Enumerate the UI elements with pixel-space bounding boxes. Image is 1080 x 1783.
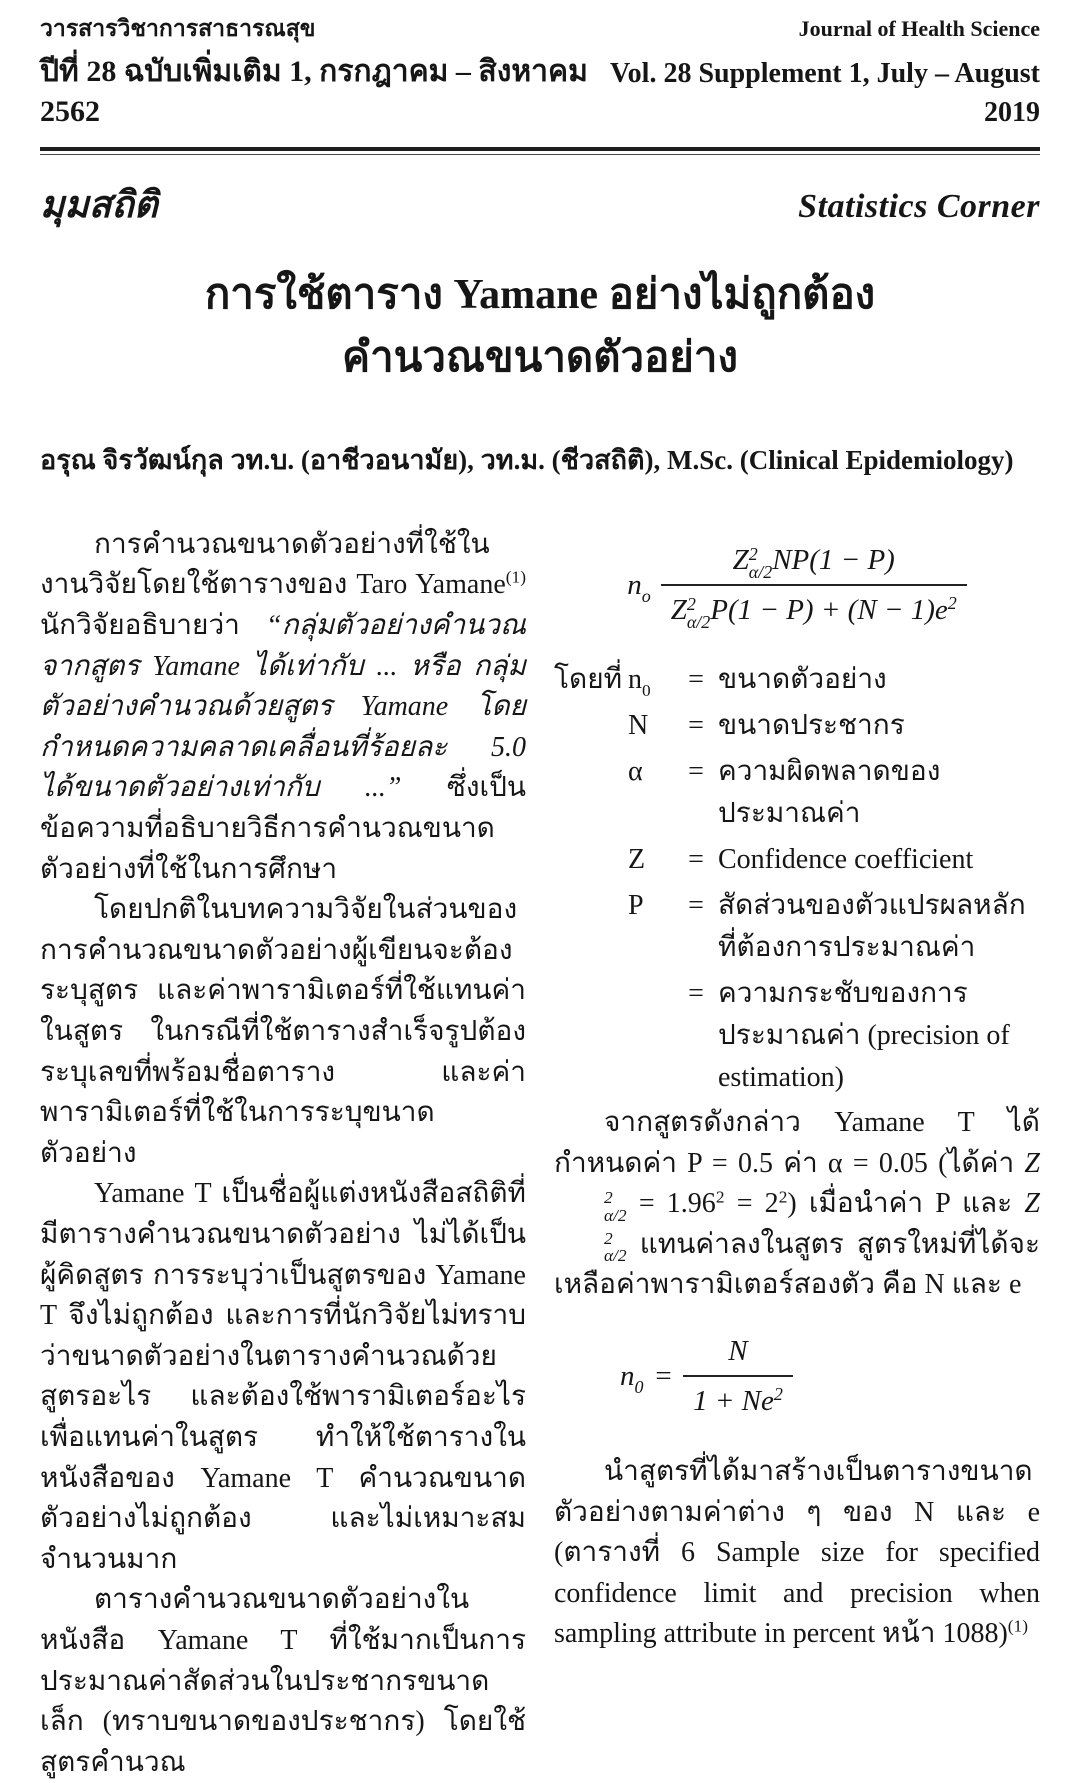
fraction [683, 1330, 793, 1422]
definition-row-alpha [554, 751, 1040, 835]
section-name-thai: มุมสถิติ [40, 183, 158, 225]
header-divider [40, 147, 1040, 155]
journal-name-thai: วารสารวิชาการสาธารณสุข [40, 16, 316, 41]
exponent: 2 [715, 1187, 725, 1207]
paragraph-reporting-practice [40, 890, 526, 1174]
definition-row-n0 [554, 659, 1040, 701]
equals-sign: = [688, 889, 704, 921]
paragraph-text: = 1.96 [626, 1188, 716, 1220]
fraction-denominator: Z 2 α/2 $P(1 - P) + (N - 1)e^2$ [670, 593, 957, 632]
exponent: 2 [773, 1384, 783, 1405]
reference-superscript: (1) [505, 568, 526, 588]
inline-z-alpha: Z 2 α/2 [604, 1188, 1040, 1266]
paragraph-text: = 2 [724, 1188, 779, 1220]
definition-text: สัดส่วนของตัวแปรผลหลักที่ต้องการประมาณค่า [718, 889, 1026, 963]
formula-sample-size-simplified [620, 1330, 1040, 1422]
definition-row-e [554, 973, 1040, 1099]
equals-sign: = [688, 663, 704, 695]
issue-info-thai: ปีที่ 28 ฉบับเพิ่มเติม 1, กรกฎาคม – สิงหาคม 2562 [40, 54, 588, 129]
paragraph-text: โดยปกติในบทความวิจัยในส่วนของการคำนวณขนาดตัวอย่างผู้เขียนจะต้องระบุสูตร และค่าพารามิเตอร์ที่ใช้แทนค่าในสูตร ในกรณีที่ใช้ตารางสำเร็จรูปต้องระบุเลขที่พร้อมชื่อตาราง และค่าพารามิเตอร์ที่ใช้ในการระบุขนาดตัวอย่าง [40, 894, 526, 1169]
definition-row-Z [554, 839, 1040, 881]
exponent: 2 [778, 1187, 788, 1207]
paragraph-text: การคำนวณขนาดตัวอย่างที่ใช้ในงานวิจัยโดยใช้ตารางของ Taro Yamane [40, 528, 506, 601]
fraction-numerator: Z 2 α/2 NP(1 − P) [661, 539, 967, 586]
definition-row-P [554, 885, 1040, 969]
paragraph-text: ) เมื่อนำค่า P และ [787, 1188, 1025, 1220]
article-title [40, 264, 1040, 390]
equals-sign: = [688, 755, 704, 787]
paragraph-text: นำสูตรที่ได้มาสร้างเป็นตารางขนาดตัวอย่างตามค่าต่าง ๆ ของ N และ e (ตารางที่ 6 Sample size for specified confidence limit and precision when sampling attribute in percent หน้า 1088) [554, 1456, 1040, 1650]
symbol-N: N [628, 709, 649, 741]
masthead-left [40, 14, 595, 133]
reference-superscript: (1) [1007, 1617, 1029, 1637]
paragraph-yamane-author [40, 1174, 526, 1580]
definition-text: Confidence coefficient [718, 843, 974, 875]
masthead-right [595, 14, 1040, 132]
article-body [40, 525, 1040, 1783]
symbol-P: P [628, 889, 644, 921]
definition-row-N [554, 705, 1040, 747]
paragraph-text: ซึ่งเป็นข้อความที่อธิบายวิธีการคำนวณขนาดตัวอย่างที่ใช้ในการศึกษา [40, 772, 526, 885]
section-row [40, 175, 1040, 234]
paragraph-text: Yamane T เป็นชื่อผู้แต่งหนังสือสถิติที่มีตารางคำนวณขนาดตัวอย่าง ไม่ได้เป็นผู้คิดสูตร การระบุว่าเป็นสูตรของ Yamane T จึงไม่ถูกต้อง และการที่นักวิจัยไม่ทราบว่าขนาดตัวอย่างในตารางคำนวณด้วยสูตรอะไร และต้องใช้พารามิเตอร์อะไรเพื่อแทนค่าในสูตร ทำให้ใช้ตารางในหนังสือของ Yamane T คำนวณขนาดตัวอย่างไม่ถูกต้อง และไม่เหมาะสมจำนวนมาก [40, 1178, 526, 1575]
definition-text: ความกระชับของการประมาณค่า (precision of estimation) [718, 977, 1010, 1093]
definition-text: ขนาดตัวอย่าง [718, 663, 887, 695]
parameter-definitions [554, 659, 1040, 1099]
exponent: 2 [947, 593, 957, 614]
symbol-Z: Z [628, 843, 646, 875]
definition-text: ขนาดประชากร [718, 709, 905, 741]
author-line: อรุณ จิรวัฒน์กุล วท.บ. (อาชีวอนามัย), วท.ม. (ชีวสถิติ), M.Sc. (Clinical Epidemiology) [40, 444, 1014, 475]
fraction [661, 539, 967, 631]
quoted-text: “กลุ่มตัวอย่างคำนวณจากสูตร Yamane ได้เท่ากับ ... หรือ กลุ่มตัวอย่างคำนวณด้วยสูตร Yamane โดยกำหนดความคลาดเคลื่อนที่ร้อยละ 5.0 ได้ขนาดตัวอย่างเท่ากับ ...” [40, 610, 526, 804]
paragraph-text: นักวิจัยอธิบายว่า [40, 610, 267, 642]
equals-sign: = [688, 709, 704, 741]
symbol-alpha: α [628, 755, 643, 787]
formula-lhs: $n_o$ [627, 568, 651, 606]
paragraph-text: แทนค่าลงในสูตร สูตรใหม่ที่ได้จะเหลือค่าพารามิเตอร์สองตัว คือ N และ e [554, 1228, 1040, 1301]
issue-info-english: Vol. 28 Supplement 1, July – August 2019 [610, 57, 1040, 128]
left-column [40, 525, 526, 1783]
paragraph-table-usage [40, 1580, 526, 1783]
fraction-numerator: N [683, 1330, 793, 1377]
formula-lhs: $n_0$ [620, 1359, 644, 1398]
symbol-n0: $n_0$ [628, 663, 651, 700]
journal-name-english: Journal of Health Science [798, 16, 1040, 41]
section-name-english: Statistics Corner [798, 187, 1040, 225]
paragraph-text: จากสูตรดังกล่าว Yamane T ได้กำหนดค่า P = 0.5 ค่า α = 0.05 (ได้ค่า [554, 1106, 1040, 1179]
equals-sign: = [688, 843, 704, 875]
definition-prefix: โดยที่ [554, 663, 623, 695]
symbol-e [628, 973, 674, 1099]
right-column [554, 525, 1040, 1783]
formula-sample-size-full [554, 539, 1040, 631]
article-title-line2: คำนวณขนาดตัวอย่าง [341, 334, 738, 381]
page-header [40, 14, 1040, 133]
paragraph-text: ตารางคำนวณขนาดตัวอย่างในหนังสือ Yamane T ที่ใช้มากเป็นการประมาณค่าสัดส่วนในประชากรขนาดเล็ก (ทราบขนาดของประชากร) โดยใช้สูตรคำนวณ [40, 1584, 526, 1778]
paragraph-parameter-substitution [554, 1103, 1040, 1306]
paragraph-table-construction [554, 1452, 1040, 1655]
lhs-subscript: 0 [634, 1377, 644, 1398]
equals-sign: = [653, 1359, 674, 1392]
paragraph-intro [40, 525, 526, 890]
article-title-line1: การใช้ตาราง Yamane อย่างไม่ถูกต้อง [204, 271, 876, 318]
z-supsub: 2 α/2 [686, 593, 711, 632]
z-supsub: 2 α/2 [748, 543, 773, 582]
fraction-denominator: $1 + Ne^2$ [693, 1384, 783, 1417]
lhs-subscript: o [641, 585, 651, 606]
definition-text: ความผิดพลาดของประมาณค่า [718, 755, 941, 829]
inline-z-alpha: Z 2 α/2 [604, 1147, 1040, 1225]
equals-sign: = [688, 977, 704, 1009]
